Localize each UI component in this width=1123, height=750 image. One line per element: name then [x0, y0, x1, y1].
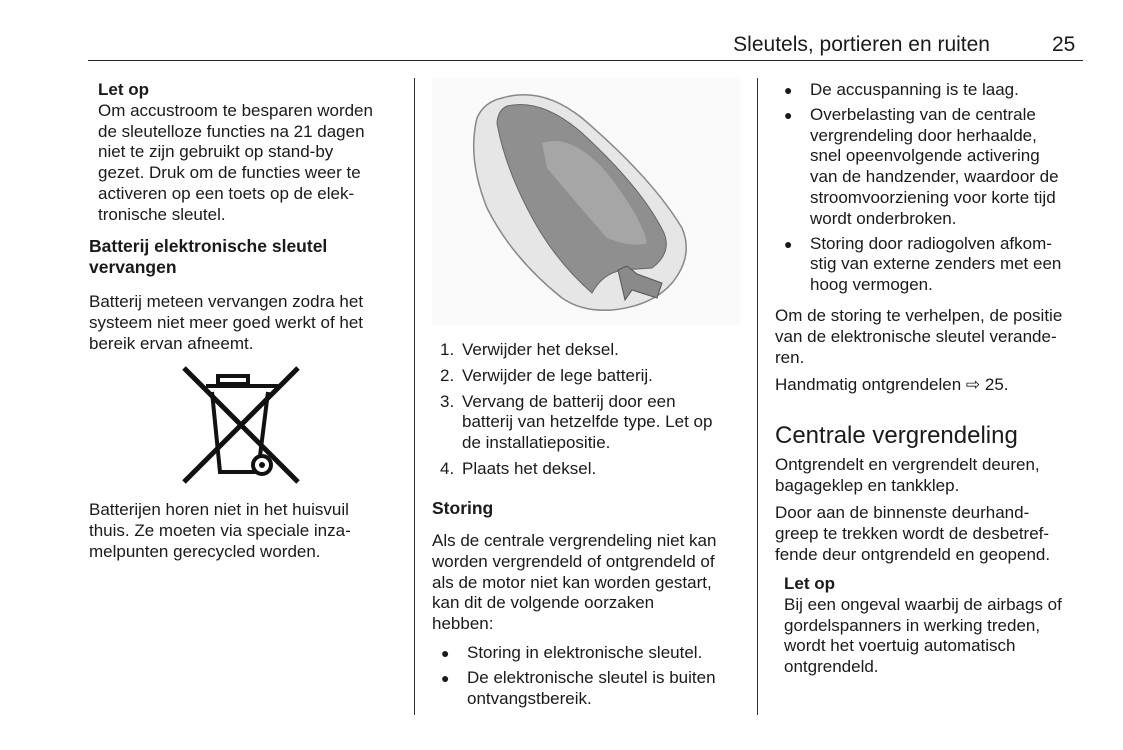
key-fob-illustration [432, 78, 740, 325]
text-line: Plaats het deksel. [462, 458, 597, 478]
paragraph [775, 455, 1040, 497]
bullet-item [784, 104, 1061, 230]
text-line: Storing door radiogolven afkom- [810, 233, 1052, 253]
running-header-title: Sleutels, portieren en ruiten [733, 33, 990, 56]
text-line: ontgrendeld. [784, 657, 879, 677]
text-line: wordt onderbroken. [810, 208, 957, 228]
text-line: melpunten gerecycled worden. [89, 541, 321, 561]
text-line: stig van externe zenders met een [810, 254, 1062, 274]
text-line: bereik ervan afneemt. [89, 333, 254, 353]
column-divider [757, 78, 758, 715]
text-line: fende deur ontgrendeld en geopend. [775, 544, 1051, 564]
bullet-item [441, 643, 716, 664]
text-line: vervangen [89, 257, 177, 277]
text-line: vergrendeling door herhaalde, [810, 125, 1037, 145]
text-line: gordelspanners in werking treden, [784, 615, 1041, 635]
column-divider [414, 78, 415, 715]
text-line: Ontgrendelt en vergrendelt deuren, [775, 455, 1040, 474]
text-line: Door aan de binnenste deurhand- [775, 503, 1030, 522]
text-line: Overbelasting van de centrale [810, 104, 1036, 124]
paragraph [89, 500, 351, 562]
text-line: Batterijen horen niet in het huisvuil [89, 500, 349, 519]
text-line: Vervang de batterij door een [462, 391, 676, 411]
text-line: Storing in elektronische sleutel. [467, 643, 703, 662]
text-line: De accuspanning is te laag. [810, 80, 1019, 99]
step-item [440, 458, 712, 480]
text-line: greep te trekken wordt de desbetref- [775, 523, 1050, 543]
paragraph [432, 531, 716, 635]
text-line: Batterij elektronische sleutel [89, 236, 328, 256]
step-item [440, 340, 712, 361]
bullet-icon: ● [784, 82, 793, 98]
paragraph [775, 503, 1050, 565]
text-line: gezet. Druk om de functies weer te [98, 163, 361, 183]
bullet-icon: ● [784, 235, 793, 252]
text-line: Verwijder het deksel. [462, 340, 619, 359]
text-line: Om accustroom te besparen worden [98, 100, 373, 120]
text-line: worden vergrendeld of ontgrendeld of [432, 551, 715, 571]
text-line: de installatiepositie. [462, 433, 611, 453]
text-line: Handmatig ontgrendelen ⇨ 25. [775, 375, 1009, 394]
text-line: thuis. Ze moeten via speciale inza- [89, 520, 351, 540]
cross-reference-link[interactable] [775, 375, 1009, 396]
paragraph [775, 306, 1062, 368]
text-line: Om de storing te verhelpen, de positie [775, 306, 1063, 325]
text-line: als de motor niet kan worden gestart, [432, 572, 712, 592]
text-line: De elektronische sleutel is buiten [467, 667, 716, 687]
header-rule [88, 60, 1083, 61]
text-line: wordt het voertuig automatisch [784, 636, 1016, 656]
section-heading-battery [89, 236, 327, 278]
text-line: batterij van hetzelfde type. Let op [462, 412, 713, 432]
step-number: 1. [440, 340, 455, 359]
bullet-item [441, 667, 716, 710]
text-line: bagageklep en tankklep. [775, 475, 960, 495]
paragraph [89, 292, 363, 354]
text-line: tronische sleutel. [98, 204, 226, 224]
bullet-icon: ● [441, 645, 450, 661]
text-line: Batterij meteen vervangen zodra het [89, 292, 364, 311]
step-number: 2. [440, 365, 455, 385]
crossed-out-wheelie-bin-icon [180, 364, 302, 486]
section-heading-central-locking: Centrale vergrendeling [775, 422, 1018, 449]
step-item [440, 391, 713, 454]
text-line: systeem niet meer goed werkt of het [89, 312, 364, 332]
note-text [98, 101, 373, 226]
text-line: van de elektronische sleutel verande- [775, 326, 1057, 346]
text-line: activeren op een toets op de elek- [98, 183, 355, 203]
page-number: 25 [1052, 33, 1076, 56]
note-title: Let op [784, 574, 835, 593]
section-heading-storing: Storing [432, 498, 494, 518]
text-line: kan dit de volgende oorzaken [432, 593, 655, 613]
text-line: de sleutelloze functies na 21 dagen [98, 121, 365, 141]
text-line: stroomvoorziening voor korte tijd [810, 187, 1056, 207]
text-line: Bij een ongeval waarbij de airbags of [784, 594, 1062, 614]
step-number: 3. [440, 391, 455, 411]
text-line: Als de centrale vergrendeling niet kan [432, 531, 717, 550]
note-left [98, 80, 373, 226]
step-item [440, 365, 712, 387]
text-line: ontvangstbereik. [467, 688, 592, 708]
text-line: niet te zijn gebruikt op stand-by [98, 142, 334, 162]
step-number: 4. [440, 458, 455, 478]
text-line: ren. [775, 347, 805, 367]
note-title: Let op [98, 80, 149, 99]
bullet-list [784, 80, 1062, 300]
bullet-list [441, 643, 716, 713]
bullet-icon: ● [441, 669, 450, 686]
text-line: snel opeenvolgende activering [810, 146, 1040, 166]
text-line: van de handzender, waardoor de [810, 167, 1059, 187]
steps-list [440, 340, 713, 485]
bullet-item [784, 80, 1061, 101]
note-right [784, 574, 1062, 678]
note-text [784, 595, 1062, 678]
text-line: Verwijder de lege batterij. [462, 365, 653, 385]
text-line: hebben: [432, 614, 494, 634]
bullet-item [784, 233, 1062, 296]
text-line: hoog vermogen. [810, 275, 933, 295]
bullet-icon: ● [784, 106, 793, 123]
